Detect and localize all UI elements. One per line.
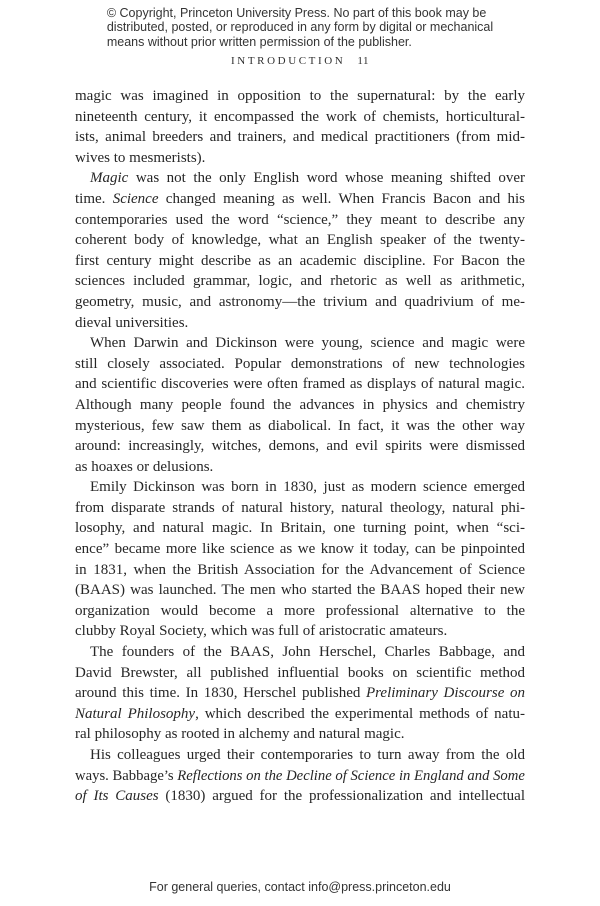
paragraph xyxy=(75,477,525,642)
text-line: contemporaries used the word “science,” they meant to describe any xyxy=(75,211,525,228)
paragraph xyxy=(75,86,525,168)
copyright-notice xyxy=(107,6,493,49)
page-body xyxy=(75,86,525,807)
text-line: magic was imagined in opposition to the supernatural: by the early xyxy=(75,88,525,104)
paragraph xyxy=(75,642,525,745)
text-line: Natural Philosophy, which described the experimental methods of natu- xyxy=(75,705,526,722)
text-line: (BAAS) was launched. The men who started the BAAS hoped their new xyxy=(75,582,525,599)
paragraph xyxy=(75,168,525,333)
text-line: clubby Royal Society, which was full of aristocratic amateurs. xyxy=(75,623,448,640)
text-line: around: increasingly, witches, demons, and evil spirits were dismissed xyxy=(75,438,525,455)
text-line: Although many people found the advances in physics and chemistry xyxy=(75,396,525,413)
paragraph xyxy=(75,333,525,477)
text-line: coherent body of knowledge, what an English speaker of the twenty- xyxy=(75,232,525,249)
text-line: nineteenth century, it encompassed the work of chemists, horticultural- xyxy=(75,108,525,125)
text-line: as hoaxes or delusions. xyxy=(75,458,214,475)
text-line: wives to mesmerists). xyxy=(75,149,206,166)
text-line: When Darwin and Dickinson were young, science and magic were xyxy=(90,335,525,352)
text-line: ists, animal breeders and trainers, and medical practitioners (from mid- xyxy=(75,129,525,146)
text-line: organization would become a more professional alternative to the xyxy=(75,602,525,619)
text-line: first century might describe as an academic discipline. For Bacon the xyxy=(75,252,525,269)
text-line: Magic was not the only English word whose meaning shifted over xyxy=(90,170,525,187)
text-line: and scientific discoveries were often framed as displays of natural magic. xyxy=(75,376,525,393)
section-title: INTRODUCTION xyxy=(231,55,346,67)
text-line: dieval universities. xyxy=(75,314,189,331)
copyright-line: distributed, posted, or reproduced in any form by digital or mechanical xyxy=(106,20,494,35)
text-line: His colleagues urged their contemporaries to turn away from the old xyxy=(90,747,525,763)
footer-queries-line: For general queries, contact info@press.princeton.edu xyxy=(149,880,451,894)
text-line: ence” became more like science as we know it today, can be pinpointed xyxy=(75,541,525,558)
text-line: sciences included grammar, logic, and rhetoric as well as arithmetic, xyxy=(75,273,525,290)
text-line: from disparate strands of natural history, natural theology, natural phi- xyxy=(75,499,525,516)
text-line: Emily Dickinson was born in 1830, just as modern science emerged xyxy=(90,479,525,496)
text-line: time. Science changed meaning as well. When Francis Bacon and his xyxy=(75,190,525,207)
text-line: geometry, music, and astronomy—the trivium and quadrivium of me- xyxy=(75,293,525,310)
copyright-line: © Copyright, Princeton University Press. No part of this book may be xyxy=(106,6,487,20)
paragraph xyxy=(75,745,525,807)
text-line: The founders of the BAAS, John Herschel, Charles Babbage, and xyxy=(90,644,525,661)
text-line: in 1831, when the British Association for the Advancement of Science xyxy=(75,561,525,578)
copyright-line: means without prior written permission of the publisher. xyxy=(106,34,412,49)
text-line: mysterious, few saw them as diabolical. In fact, it was the other way xyxy=(75,417,525,434)
text-line: ways. Babbage’s Reflections on the Decline of Science in England and Some xyxy=(75,767,525,784)
page-number: 11 xyxy=(357,55,369,67)
text-line: ral philosophy as rooted in alchemy and natural magic. xyxy=(75,726,405,743)
running-header xyxy=(0,55,600,67)
text-line: around this time. In 1830, Herschel published Preliminary Discourse on xyxy=(75,685,525,702)
text-line: still closely associated. Popular demonstrations of new technologies xyxy=(75,355,525,372)
text-line: of Its Causes (1830) argued for the professionalization and intellectual xyxy=(75,788,525,805)
text-line: losophy, and natural magic. In Britain, one turning point, when “sci- xyxy=(75,520,525,537)
text-line: David Brewster, all published influential books on scientific method xyxy=(75,664,525,681)
